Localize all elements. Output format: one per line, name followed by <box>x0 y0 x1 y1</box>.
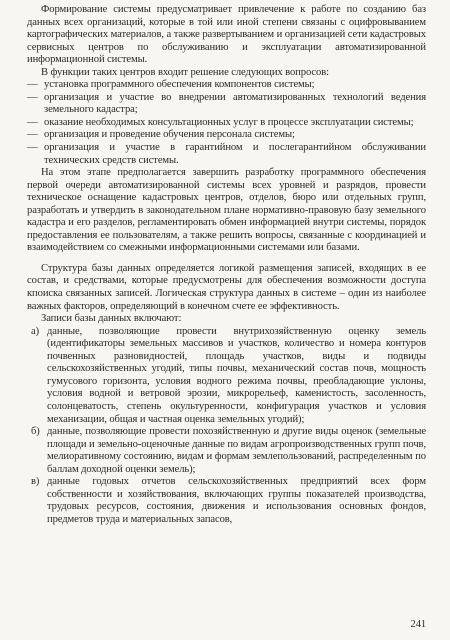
list-marker: — <box>27 129 38 141</box>
list-item-text: организация и участие в гарантийном и послегарантийном обслуживании технических средств системы. <box>44 142 426 166</box>
page-number: 241 <box>410 619 426 631</box>
list-item-text: организация и участие во внедрении автоматизированных технологий ведения земельного кадастра; <box>44 91 426 116</box>
list-item <box>27 117 426 130</box>
list-item <box>27 476 426 526</box>
records-list <box>27 326 426 527</box>
list-marker: в) <box>31 476 40 488</box>
list-marker: а) <box>31 325 40 337</box>
list-item <box>27 129 426 142</box>
list-item-text: установка программного обеспечения компонентов системы; <box>44 79 315 91</box>
list-item <box>27 92 426 117</box>
paragraph-intro: Формирование системы предусматривает привлечение к работе по созданию баз данных всех организаций, которые в той или иной степени связаны с оцифровыванием картографических материалов, а также развертыванием и организацией сети кадастровых сервисных центров по обслуживанию и эксплуатации автоматизированной информационной системы. <box>27 4 426 66</box>
list-item-text: данные, позволяющие провести внутрихозяйственную оценку земель (идентификаторы земельных массивов и участков, количество и номера контуров почвенных разновидностей, площадь участков, виды и подвиды сельскохозяйственных угодий, типы почвы, механический состав почв, мощность гумусового горизонта, условия водного режима почвы, преобладающие уклоны, условия водной и ветровой эрозии, микрорельеф, каменистость, засоленность, солонцеватость, степень окультуренности, конфигурация участков и условия механизации, общая и частная оценка земельных угодий); <box>47 325 426 425</box>
paragraph-records-lead: Записи базы данных включают: <box>41 313 182 325</box>
list-item-text: данные годовых отчетов сельскохозяйственных предприятий всех форм собственности и хозяйствования, включающих группы показателей производства, трудовых ресурсов, состояния, движения и использования основных фондов, предметов труда и материальных запасов, <box>47 476 426 525</box>
list-item-text: данные, позволяющие провести похозяйственную и другие виды оценок (земельные площади и земельно-оценочные данные по видам агропроизводственных групп почв, мелиоративному состоянию, видам и формам землепользований, распределенным по баллам доходной оценки земель); <box>47 426 426 475</box>
paragraph-structure: Структура базы данных определяется логикой размещения записей, входящих в ее состав, и средствами, которые предусмотрены для обеспечения возможности доступа кпоиска связанных записей. Логическая структура данных в системе – один из наиболее важных факторов, определяющий в конечном счете ее эффективность. <box>27 262 426 312</box>
text-column <box>27 4 426 526</box>
list-item <box>27 426 426 476</box>
list-marker: — <box>27 79 38 91</box>
list-marker: — <box>27 142 38 154</box>
list-item <box>27 142 426 167</box>
paragraph-stage: На этом этапе предполагается завершить разработку программного обеспечения первой очереди автоматизированной системы всех уровней и разрядов, провести техническое оснащение кадастровых центров, отделов, бюро или отдельных групп, разработать и утвердить в законодательном плане нормативно-правовую базу земельного кадастра и его разделов, регламентировать обмен информацией внутри системы, порядок предоставления ее пользователям, а также решить вопросы, связанные с координацией и взаимодействием со смежными информационными системами или базами. <box>27 167 426 254</box>
paragraph-tasks-lead: В функции таких центров входит решение следующих вопросов: <box>41 66 329 78</box>
list-item-text: оказание необходимых консультационных услуг в процессе эксплуатации системы; <box>44 116 414 128</box>
tasks-list <box>27 79 426 167</box>
list-item <box>27 326 426 426</box>
list-marker: б) <box>31 426 40 438</box>
list-item-text: организация и проведение обучения персонала системы; <box>44 129 295 141</box>
list-marker: — <box>27 116 38 128</box>
list-marker: — <box>27 91 38 103</box>
list-item <box>27 79 426 92</box>
